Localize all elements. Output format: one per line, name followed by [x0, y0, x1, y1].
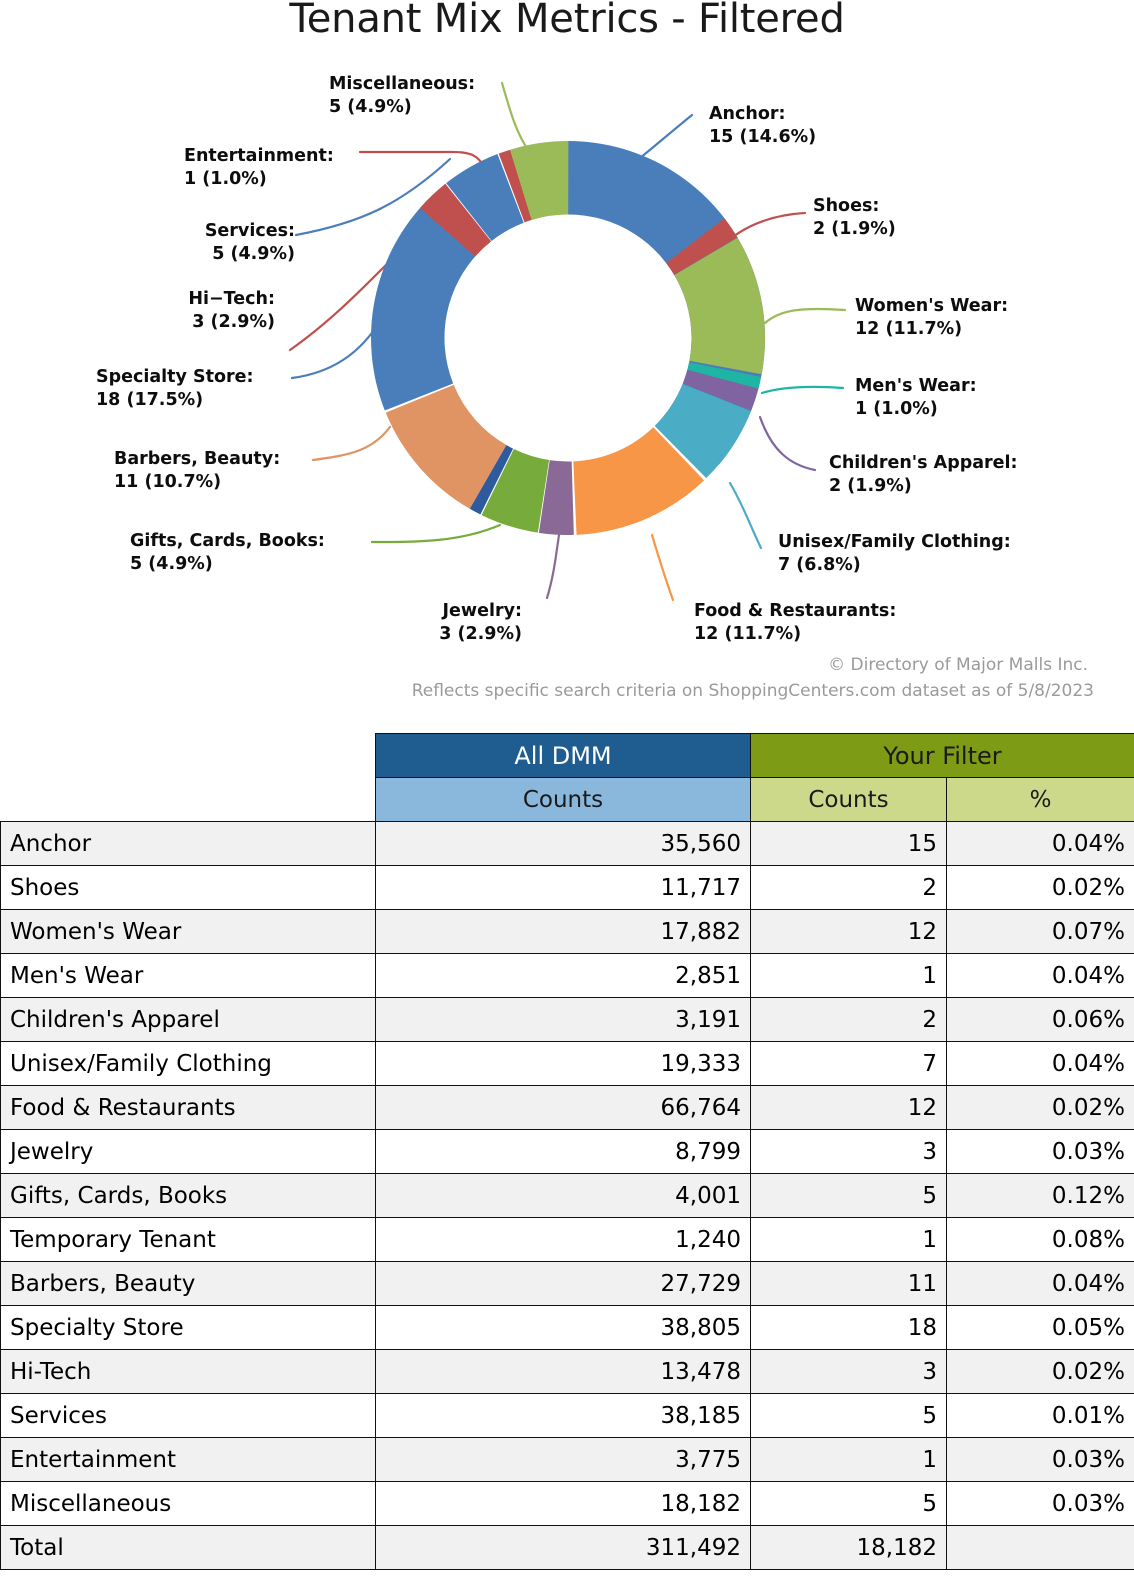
cell-category: Specialty Store	[1, 1306, 376, 1350]
pie-label-specialty-store-name: Specialty Store:	[96, 367, 254, 387]
cell-all-dmm-counts: 11,717	[376, 866, 751, 910]
cell-category: Temporary Tenant	[1, 1218, 376, 1262]
cell-filter-percent: 0.07%	[947, 910, 1134, 954]
table-row	[1, 1130, 1134, 1174]
pie-label-gifts-cards-books-name: Gifts, Cards, Books:	[130, 531, 325, 551]
cell-filter-percent: 0.02%	[947, 1350, 1134, 1394]
pie-label-entertainment-value: 1 (1.0%)	[184, 169, 267, 190]
cell-filter-counts: 1	[751, 1218, 947, 1262]
table-corner-cell	[1, 734, 376, 778]
cell-category: Gifts, Cards, Books	[1, 1174, 376, 1218]
cell-filter-percent: 0.03%	[947, 1482, 1134, 1526]
cell-filter-percent: 0.03%	[947, 1438, 1134, 1482]
pie-label-childrens-apparel-value: 2 (1.9%)	[829, 476, 912, 497]
cell-filter-counts: 11	[751, 1262, 947, 1306]
cell-filter-counts: 2	[751, 866, 947, 910]
pie-label-food-restaurants	[694, 600, 896, 646]
table-row	[1, 1526, 1134, 1570]
pie-label-mens-wear-name: Men's Wear:	[855, 376, 977, 396]
cell-filter-percent: 0.12%	[947, 1174, 1134, 1218]
table-row	[1, 1174, 1134, 1218]
dataset-note-line: Reflects specific search criteria on ShoppingCenters.com dataset as of 5/8/2023	[411, 681, 1094, 701]
pie-label-barbers-beauty	[114, 448, 280, 494]
pie-label-anchor-name: Anchor:	[709, 104, 786, 124]
pie-label-hi-tech	[85, 288, 275, 334]
cell-all-dmm-counts: 17,882	[376, 910, 751, 954]
cell-all-dmm-counts: 2,851	[376, 954, 751, 998]
cell-category: Shoes	[1, 866, 376, 910]
pie-label-miscellaneous	[329, 73, 475, 119]
table-row	[1, 998, 1134, 1042]
cell-category: Barbers, Beauty	[1, 1262, 376, 1306]
cell-all-dmm-counts: 38,805	[376, 1306, 751, 1350]
cell-category: Food & Restaurants	[1, 1086, 376, 1130]
cell-filter-counts: 3	[751, 1350, 947, 1394]
cell-category: Total	[1, 1526, 376, 1570]
tenant-mix-table	[0, 733, 1134, 1570]
pie-label-hi-tech-value: 3 (2.9%)	[192, 312, 275, 333]
table-corner-cell-2	[1, 778, 376, 822]
pie-label-jewelry-name: Jewelry:	[442, 601, 522, 621]
cell-category: Women's Wear	[1, 910, 376, 954]
pie-label-miscellaneous-name: Miscellaneous:	[329, 74, 476, 94]
table-row	[1, 822, 1134, 866]
cell-filter-counts: 1	[751, 954, 947, 998]
pie-label-gifts-cards-books-value: 5 (4.9%)	[130, 554, 213, 575]
pie-label-womens-wear-name: Women's Wear:	[855, 296, 1009, 316]
pie-label-unisex-family-clothing-value: 7 (6.8%)	[778, 555, 861, 576]
cell-filter-counts: 12	[751, 910, 947, 954]
cell-all-dmm-counts: 311,492	[376, 1526, 751, 1570]
pie-label-mens-wear	[855, 375, 977, 421]
table-row	[1, 866, 1134, 910]
pie-label-miscellaneous-value: 5 (4.9%)	[329, 97, 412, 118]
table-row	[1, 1394, 1134, 1438]
pie-label-anchor	[709, 103, 816, 149]
cell-filter-percent: 0.05%	[947, 1306, 1134, 1350]
donut-rings	[363, 133, 773, 543]
cell-category: Services	[1, 1394, 376, 1438]
cell-filter-percent: 0.04%	[947, 822, 1134, 866]
table-row	[1, 910, 1134, 954]
cell-filter-percent: 0.08%	[947, 1218, 1134, 1262]
cell-category: Children's Apparel	[1, 998, 376, 1042]
table-row	[1, 1262, 1134, 1306]
table-row	[1, 1218, 1134, 1262]
cell-all-dmm-counts: 19,333	[376, 1042, 751, 1086]
table-row	[1, 1438, 1134, 1482]
header-all-dmm[interactable]: All DMM	[376, 734, 751, 778]
cell-all-dmm-counts: 38,185	[376, 1394, 751, 1438]
pie-label-mens-wear-value: 1 (1.0%)	[855, 399, 938, 420]
header-filter-counts[interactable]: Counts	[751, 778, 947, 822]
pie-label-food-restaurants-value: 12 (11.7%)	[694, 624, 802, 645]
donut-chart	[0, 55, 1134, 715]
pie-label-anchor-value: 15 (14.6%)	[709, 127, 817, 148]
cell-filter-counts: 7	[751, 1042, 947, 1086]
pie-label-jewelry-value: 3 (2.9%)	[439, 624, 522, 645]
page-title: Tenant Mix Metrics - Filtered	[289, 0, 845, 42]
table-row	[1, 1042, 1134, 1086]
cell-filter-counts: 2	[751, 998, 947, 1042]
cell-filter-percent: 0.03%	[947, 1130, 1134, 1174]
cell-filter-counts: 12	[751, 1086, 947, 1130]
copyright-line: © Directory of Major Malls Inc.	[828, 655, 1088, 675]
table-sub-header-row	[1, 778, 1134, 822]
cell-filter-counts: 18,182	[751, 1526, 947, 1570]
cell-all-dmm-counts: 27,729	[376, 1262, 751, 1306]
pie-label-childrens-apparel-name: Children's Apparel:	[829, 453, 1018, 473]
pie-label-childrens-apparel	[829, 452, 1018, 498]
table-body	[1, 822, 1134, 1570]
table-group-header-row	[1, 734, 1134, 778]
pie-label-shoes-value: 2 (1.9%)	[813, 219, 896, 240]
cell-all-dmm-counts: 18,182	[376, 1482, 751, 1526]
pie-label-barbers-beauty-value: 11 (10.7%)	[114, 472, 222, 493]
cell-filter-percent: 0.02%	[947, 866, 1134, 910]
pie-label-womens-wear-value: 12 (11.7%)	[855, 319, 963, 340]
pie-label-services-name: Services:	[204, 221, 295, 241]
cell-filter-percent: 0.06%	[947, 998, 1134, 1042]
cell-all-dmm-counts: 13,478	[376, 1350, 751, 1394]
cell-all-dmm-counts: 1,240	[376, 1218, 751, 1262]
pie-label-womens-wear	[855, 295, 1008, 341]
table-row	[1, 1086, 1134, 1130]
pie-label-specialty-store	[96, 366, 254, 412]
cell-filter-counts: 1	[751, 1438, 947, 1482]
pie-label-entertainment-name: Entertainment:	[184, 146, 334, 166]
pie-label-unisex-family-clothing-name: Unisex/Family Clothing:	[778, 532, 1011, 552]
cell-filter-counts: 5	[751, 1174, 947, 1218]
pie-label-food-restaurants-name: Food & Restaurants:	[694, 601, 897, 621]
cell-filter-percent: 0.04%	[947, 954, 1134, 998]
pie-label-hi-tech-name: Hi−Tech:	[188, 289, 275, 309]
cell-category: Men's Wear	[1, 954, 376, 998]
pie-label-specialty-store-value: 18 (17.5%)	[96, 390, 204, 411]
cell-category: Anchor	[1, 822, 376, 866]
pie-label-services	[95, 220, 295, 266]
table-row	[1, 954, 1134, 998]
cell-category: Miscellaneous	[1, 1482, 376, 1526]
header-your-filter[interactable]: Your Filter	[751, 734, 1134, 778]
cell-filter-percent: 0.04%	[947, 1042, 1134, 1086]
cell-filter-counts: 3	[751, 1130, 947, 1174]
header-all-dmm-counts[interactable]: Counts	[376, 778, 751, 822]
cell-filter-percent: 0.01%	[947, 1394, 1134, 1438]
cell-category: Hi-Tech	[1, 1350, 376, 1394]
pie-label-barbers-beauty-name: Barbers, Beauty:	[114, 449, 281, 469]
cell-filter-percent	[947, 1526, 1134, 1570]
cell-all-dmm-counts: 66,764	[376, 1086, 751, 1130]
pie-label-unisex-family-clothing	[778, 531, 1011, 577]
cell-filter-counts: 5	[751, 1394, 947, 1438]
table-row	[1, 1482, 1134, 1526]
cell-all-dmm-counts: 35,560	[376, 822, 751, 866]
cell-category: Entertainment	[1, 1438, 376, 1482]
pie-label-shoes-name: Shoes:	[813, 196, 880, 216]
cell-all-dmm-counts: 3,191	[376, 998, 751, 1042]
pie-label-gifts-cards-books	[130, 530, 325, 576]
cell-filter-percent: 0.02%	[947, 1086, 1134, 1130]
cell-category: Unisex/Family Clothing	[1, 1042, 376, 1086]
pie-label-jewelry	[380, 600, 522, 646]
pie-label-entertainment	[184, 145, 334, 191]
cell-filter-percent: 0.04%	[947, 1262, 1134, 1306]
cell-all-dmm-counts: 4,001	[376, 1174, 751, 1218]
pie-label-services-value: 5 (4.9%)	[212, 244, 295, 265]
table-row	[1, 1350, 1134, 1394]
cell-filter-counts: 15	[751, 822, 947, 866]
pie-label-shoes	[813, 195, 896, 241]
cell-filter-counts: 18	[751, 1306, 947, 1350]
cell-category: Jewelry	[1, 1130, 376, 1174]
cell-all-dmm-counts: 3,775	[376, 1438, 751, 1482]
header-filter-percent[interactable]: %	[947, 778, 1134, 822]
table-row	[1, 1306, 1134, 1350]
cell-all-dmm-counts: 8,799	[376, 1130, 751, 1174]
cell-filter-counts: 5	[751, 1482, 947, 1526]
